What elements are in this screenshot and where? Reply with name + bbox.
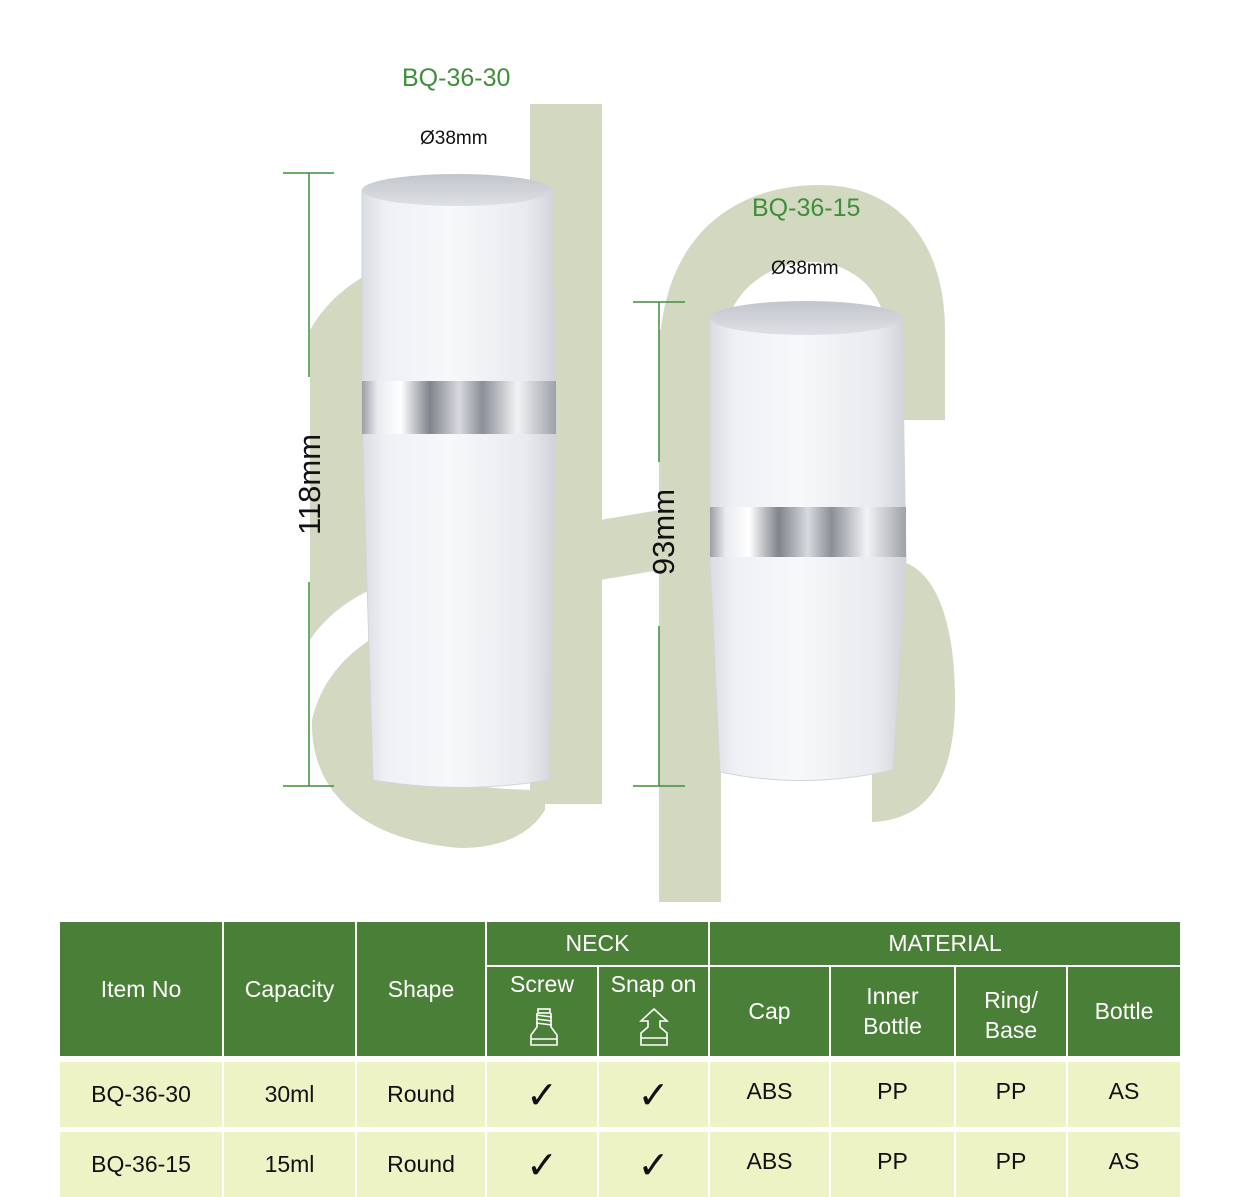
cell-cap: ABS (710, 1062, 829, 1127)
spec-table (60, 922, 1180, 1197)
bottle-bq-36-15 (710, 301, 906, 781)
checkmark-icon: ✓ (637, 1142, 670, 1187)
header-neck: NECK (487, 922, 708, 965)
height-label-93mm: 93mm (646, 488, 681, 576)
header-screw: Screw (487, 967, 597, 1056)
cell-capacity: 15ml (224, 1132, 355, 1197)
checkmark-icon: ✓ (526, 1072, 558, 1117)
diameter-label-bq-36-15: Ø38mm (771, 258, 839, 279)
height-label-118mm: 118mm (292, 433, 327, 535)
bottle-bq-36-30 (362, 174, 556, 788)
cell-shape: Round (357, 1062, 485, 1127)
cell-bottle: AS (1068, 1132, 1180, 1197)
cell-inner-bottle: PP (831, 1132, 954, 1197)
bottle-top (362, 174, 552, 206)
checkmark-icon: ✓ (637, 1072, 670, 1117)
screw-neck-icon (527, 1007, 561, 1047)
header-shape: Shape (357, 922, 485, 1056)
cell-snap-on (599, 1062, 708, 1127)
cell-ring-base: PP (956, 1062, 1066, 1127)
header-capacity: Capacity (224, 922, 355, 1056)
diameter-label-bq-36-30: Ø38mm (420, 128, 488, 149)
silver-band (710, 507, 906, 557)
cell-cap: ABS (710, 1132, 829, 1197)
header-inner-bottle: Inner Bottle (831, 967, 954, 1056)
cell-item-no: BQ-36-15 (60, 1132, 222, 1197)
checkmark-icon: ✓ (526, 1142, 558, 1187)
header-bottle: Bottle (1068, 967, 1180, 1056)
cell-inner-bottle: PP (831, 1062, 954, 1127)
product-title-bq-36-15: BQ-36-15 (752, 194, 861, 222)
cell-shape: Round (357, 1132, 485, 1197)
header-cap: Cap (710, 967, 829, 1056)
cell-screw (487, 1132, 597, 1197)
cell-ring-base: PP (956, 1132, 1066, 1197)
cell-capacity: 30ml (224, 1062, 355, 1127)
header-material: MATERIAL (710, 922, 1180, 965)
cell-snap-on (599, 1132, 708, 1197)
snap-on-neck-icon (637, 1007, 671, 1047)
header-ring-base: Ring/ Base (956, 967, 1066, 1056)
bottle-top (710, 301, 902, 335)
cell-screw (487, 1062, 597, 1127)
cell-item-no: BQ-36-30 (60, 1062, 222, 1127)
header-item-no: Item No (60, 922, 222, 1056)
product-title-bq-36-30: BQ-36-30 (402, 64, 511, 92)
silver-band (362, 381, 556, 434)
cell-bottle: AS (1068, 1062, 1180, 1127)
header-snap-on: Snap on (599, 967, 708, 1056)
bottle-body (362, 190, 556, 788)
